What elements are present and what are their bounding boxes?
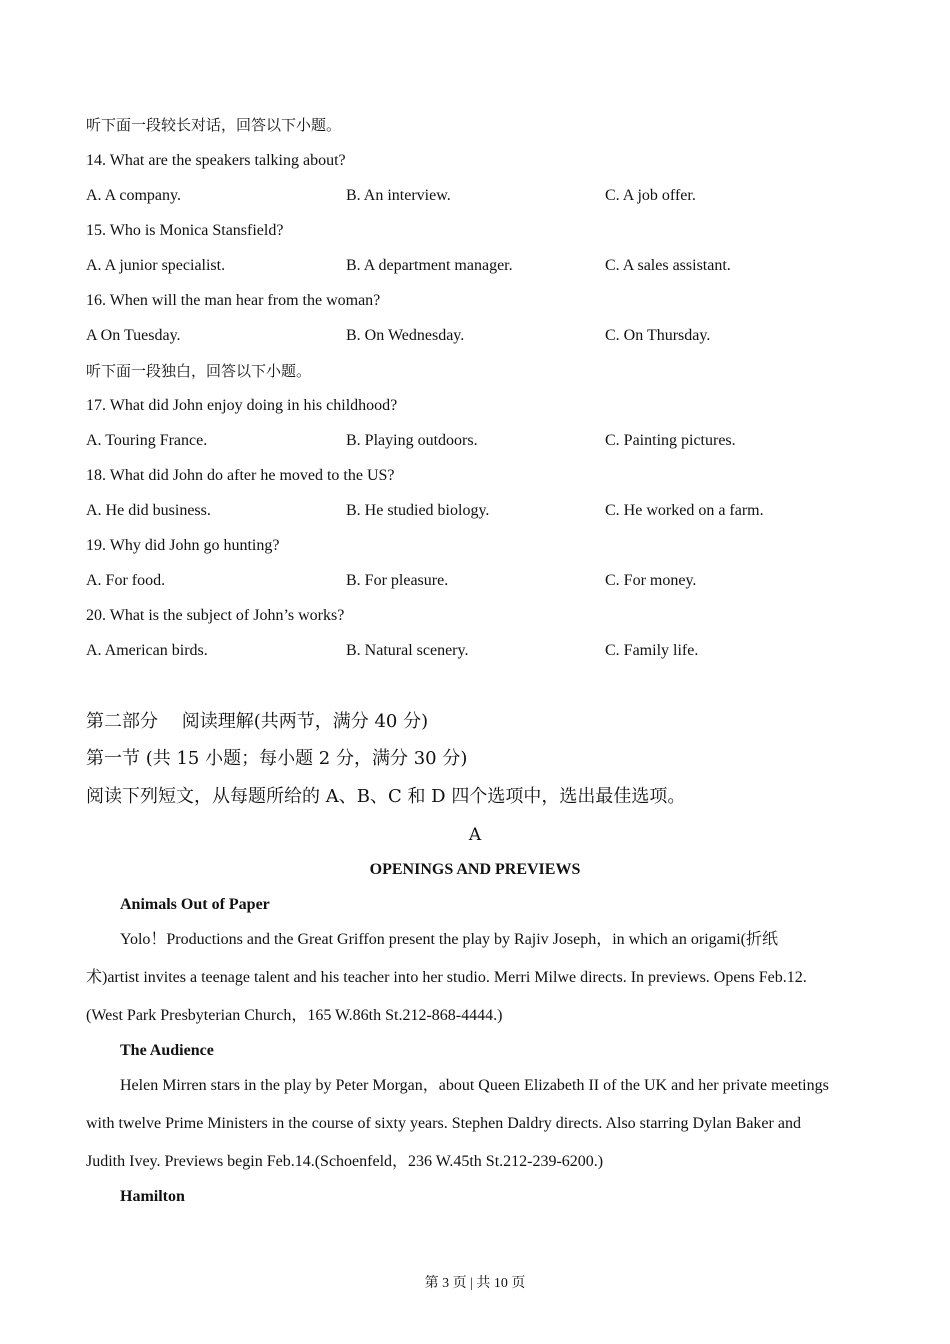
paragraph-line: Judith Ivey. Previews begin Feb.14.(Schoenfeld，236 W.45th St.212-239-6200.) [86, 1153, 604, 1170]
option-a: A. He did business. [86, 502, 211, 519]
option-a: A. American birds. [86, 642, 208, 659]
paragraph-line: Yolo！Productions and the Great Griffon present the play by Rajiv Joseph，in which an origami(折纸 [120, 931, 778, 948]
question-18: 18. What did John do after he moved to the US? [86, 467, 395, 484]
option-a: A. A junior specialist. [86, 257, 226, 274]
option-a: A. A company. [86, 187, 181, 204]
option-b: B. For pleasure. [346, 572, 449, 589]
option-c: C. On Thursday. [605, 327, 711, 344]
page-footer: 第 3 页 | 共 10 页 [424, 1276, 526, 1291]
question-19: 19. Why did John go hunting? [86, 537, 280, 554]
paragraph-line: (West Park Presbyterian Church，165 W.86th St.212-868-4444.) [86, 1007, 503, 1024]
section-heading: 第一节 (共 15 小题；每小题 2 分，满分 30 分) [86, 748, 468, 769]
option-b: B. A department manager. [346, 257, 513, 274]
option-a: A. For food. [86, 572, 166, 589]
option-b: B. Playing outdoors. [346, 432, 478, 449]
item-title: Animals Out of Paper [120, 896, 270, 913]
option-c: C. Painting pictures. [605, 432, 736, 449]
option-a: A On Tuesday. [86, 327, 181, 344]
question-14: 14. What are the speakers talking about? [86, 152, 346, 169]
option-b: B. He studied biology. [346, 502, 490, 519]
question-20: 20. What is the subject of John’s works? [86, 607, 345, 624]
question-15: 15. Who is Monica Stansfield? [86, 222, 284, 239]
option-c: C. He worked on a farm. [605, 502, 764, 519]
option-c: C. A sales assistant. [605, 257, 731, 274]
option-c: C. Family life. [605, 642, 699, 659]
question-16: 16. When will the man hear from the woman? [86, 292, 381, 309]
instruction: 阅读下列短文，从每题所给的 A、B、C 和 D 四个选项中，选出最佳选项。 [86, 786, 686, 807]
item-title: Hamilton [120, 1188, 185, 1205]
option-a: A. Touring France. [86, 432, 208, 449]
option-c: C. A job offer. [605, 187, 696, 204]
paragraph-line: with twelve Prime Ministers in the course of sixty years. Stephen Daldry directs. Also starring Dylan Baker and [86, 1115, 801, 1132]
part-heading: 第二部分 阅读理解(共两节，满分 40 分) [86, 711, 429, 732]
option-b: B. An interview. [346, 187, 451, 204]
option-b: B. Natural scenery. [346, 642, 469, 659]
paragraph-line: 术)artist invites a teenage talent and his teacher into her studio. Merri Milwe directs. In previews. Opens Feb.12. [86, 969, 807, 986]
item-title: The Audience [120, 1042, 214, 1059]
paragraph-line: Helen Mirren stars in the play by Peter Morgan，about Queen Elizabeth II of the UK and her private meetings [120, 1077, 829, 1094]
question-17: 17. What did John enjoy doing in his childhood? [86, 397, 398, 414]
option-b: B. On Wednesday. [346, 327, 465, 344]
section-intro: 听下面一段较长对话，回答以下小题。 [86, 116, 342, 134]
option-c: C. For money. [605, 572, 697, 589]
passage-title: OPENINGS AND PREVIEWS [369, 861, 581, 878]
section-intro: 听下面一段独白，回答以下小题。 [86, 362, 312, 380]
passage-letter: A [468, 825, 482, 845]
